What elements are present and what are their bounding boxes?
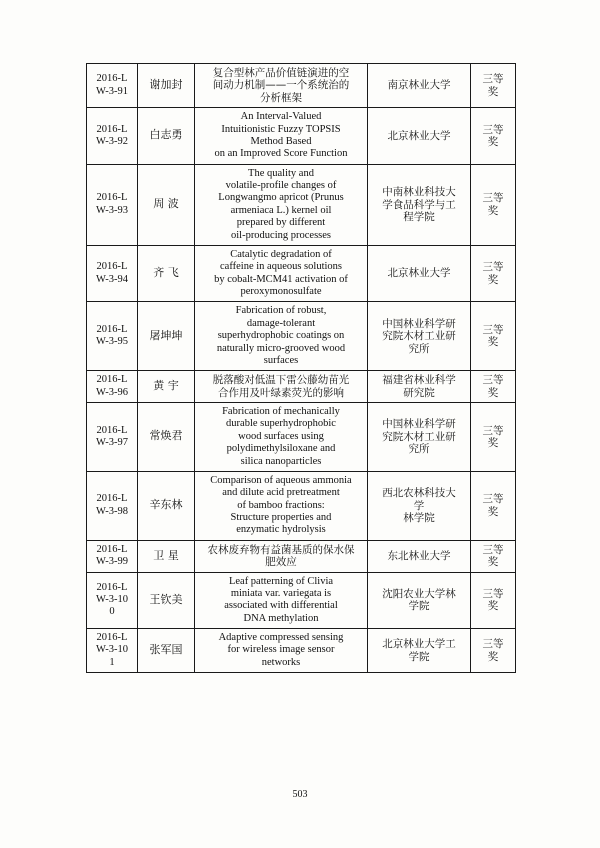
cell-level (471, 371, 516, 403)
cell-title-line: naturally micro-grooved wood (216, 342, 346, 354)
cell-organization (368, 540, 471, 572)
cell-organization-line: 北京林业大学 (387, 267, 451, 280)
cell-code-line: 2016-L (96, 493, 128, 505)
cell-level (471, 471, 516, 540)
cell-name: 谢加封 (138, 64, 195, 108)
cell-title-line: Intuitionistic Fuzzy TOPSIS (221, 123, 341, 135)
cell-title-line: durable superhydrophobic (226, 418, 336, 430)
cell-title-line: volatile-profile changes of (225, 180, 337, 191)
cell-title-line: 合作用及叶绿素荧光的影响 (218, 386, 344, 399)
cell-organization (368, 471, 471, 540)
cell-organization-line: 学食品科学与工 (382, 198, 456, 211)
cell-code-line: 2016-L (96, 424, 128, 436)
cell-level (471, 64, 516, 108)
cell-level-line: 三等 (482, 323, 504, 336)
cell-title (195, 572, 368, 629)
cell-title-line: The quality and (248, 167, 314, 179)
cell-title-line: for wireless image sensor (227, 644, 335, 656)
cell-title (195, 302, 368, 371)
cell-title (195, 371, 368, 403)
cell-level-line: 三等 (482, 374, 504, 387)
cell-organization-line: 中南林业科技大 (382, 186, 456, 199)
cell-level-line: 奖 (487, 204, 499, 217)
cell-name: 辛东林 (138, 471, 195, 540)
cell-level (471, 540, 516, 572)
cell-name: 卫 星 (138, 540, 195, 572)
table-row (87, 371, 516, 403)
cell-organization-line: 福建省林业科学 (382, 374, 456, 387)
cell-level-line: 三等 (482, 261, 504, 274)
cell-code-line: 2016-L (96, 261, 128, 273)
cell-title-line: miniata var. variegata is (230, 587, 332, 599)
cell-level (471, 108, 516, 165)
cell-title (195, 64, 368, 108)
cell-organization (368, 302, 471, 371)
cell-level-line: 奖 (487, 85, 499, 98)
cell-title-line: 复合型林产品价值链演进的空 (212, 67, 350, 79)
awards-table (86, 63, 516, 673)
cell-title-line: of bamboo fractions: (237, 499, 325, 511)
cell-code-line: W-3-94 (95, 273, 129, 285)
cell-name: 黄 宇 (138, 371, 195, 403)
cell-title-line: networks (261, 656, 301, 668)
cell-name: 白志勇 (138, 108, 195, 165)
cell-level (471, 302, 516, 371)
cell-organization (368, 371, 471, 403)
cell-level-line: 三等 (482, 587, 504, 600)
cell-code-line: 2016-L (96, 323, 128, 335)
table-row (87, 245, 516, 302)
cell-organization-line: 西北农林科技大 (382, 487, 456, 500)
cell-name: 屠坤坤 (138, 302, 195, 371)
cell-code (87, 164, 138, 245)
cell-name: 常焕君 (138, 403, 195, 472)
cell-code-line: W-3-96 (95, 386, 129, 398)
awards-table-container (86, 63, 514, 673)
cell-title-line: armeniaca L.) kernel oil (230, 204, 332, 216)
cell-title-line: Fabrication of robust, (235, 305, 327, 317)
cell-organization-line: 究院木材工业研 (382, 330, 456, 343)
cell-code-line: W-3-95 (95, 336, 129, 348)
cell-organization-line: 程学院 (403, 210, 435, 223)
awards-table-body (87, 64, 516, 673)
cell-code-line: 0 (109, 606, 115, 618)
cell-code-line: W-3-10 (95, 594, 129, 606)
cell-title-line: polydimethylsiloxane and (226, 443, 336, 455)
cell-title-line: surfaces (263, 354, 299, 366)
cell-level-line: 三等 (482, 192, 504, 205)
cell-level-line: 三等 (482, 493, 504, 506)
table-row (87, 471, 516, 540)
cell-title-line: caffeine in aqueous solutions (220, 261, 342, 273)
cell-title-line: 脱落酸对低温下雷公藤幼苗光 (212, 374, 350, 387)
cell-title-line: Fabrication of mechanically (222, 406, 340, 417)
cell-title-line: oil-producing processes (230, 229, 332, 241)
cell-title-line: peroxymonosulfate (240, 286, 322, 297)
cell-title (195, 540, 368, 572)
cell-title (195, 108, 368, 165)
cell-title-line: 肥效应 (265, 556, 297, 569)
cell-level-line: 三等 (482, 123, 504, 136)
cell-title-line: superhydrophobic coatings on (217, 330, 345, 342)
cell-code-line: 2016-L (96, 632, 128, 643)
cell-organization-line: 究所 (408, 342, 430, 355)
cell-title-line: damage-tolerant (246, 317, 316, 329)
table-row (87, 64, 516, 108)
cell-organization-line: 学院 (408, 650, 430, 663)
cell-title-line: 分析框架 (260, 91, 302, 104)
page-number: 503 (292, 789, 308, 800)
cell-title-line: and dilute acid pretreatment (222, 487, 340, 499)
cell-code (87, 371, 138, 403)
cell-level-line: 三等 (482, 543, 504, 556)
cell-organization (368, 64, 471, 108)
cell-code-line: 2016-L (96, 543, 128, 555)
cell-title-line: 间动力机制——一个系统治的 (212, 79, 350, 92)
cell-level-line: 奖 (487, 336, 499, 349)
cell-title-line: silica nanoparticles (240, 455, 322, 467)
cell-code-line: 2016-L (96, 374, 128, 386)
cell-code-line: W-3-93 (95, 204, 129, 216)
table-row (87, 108, 516, 165)
cell-level-line: 奖 (487, 436, 499, 449)
cell-name: 周 波 (138, 164, 195, 245)
cell-level-line: 奖 (487, 556, 499, 569)
cell-organization (368, 108, 471, 165)
cell-organization-line: 沈阳农业大学林 (382, 587, 456, 600)
table-row (87, 164, 516, 245)
cell-level-line: 三等 (482, 424, 504, 437)
cell-code-line: 2016-L (96, 123, 128, 135)
cell-organization-line: 北京林业大学 (387, 129, 451, 142)
cell-title-line: Adaptive compressed sensing (218, 632, 344, 643)
cell-title-line: 农林废弃物有益菌基质的保水保 (207, 543, 355, 556)
cell-title (195, 471, 368, 540)
cell-code (87, 403, 138, 472)
cell-code-line: W-3-98 (95, 505, 129, 517)
cell-level-line: 三等 (482, 73, 504, 86)
cell-code (87, 572, 138, 629)
cell-title-line: An Interval-Valued (240, 111, 322, 123)
cell-level-line: 奖 (487, 600, 499, 613)
cell-organization-line: 究院木材工业研 (382, 430, 456, 443)
cell-level (471, 629, 516, 673)
cell-organization (368, 245, 471, 302)
cell-title-line: DNA methylation (243, 612, 319, 624)
cell-code (87, 471, 138, 540)
cell-title-line: Catalytic degradation of (230, 248, 332, 260)
cell-level-line: 奖 (487, 505, 499, 518)
cell-level (471, 245, 516, 302)
cell-level (471, 164, 516, 245)
cell-code (87, 108, 138, 165)
cell-level-line: 奖 (487, 273, 499, 286)
cell-organization-line: 中国林业科学研 (382, 418, 456, 431)
cell-organization-line: 学院 (408, 600, 430, 613)
cell-code-line: 1 (109, 656, 115, 668)
cell-code (87, 302, 138, 371)
cell-code-line: W-3-99 (95, 556, 129, 568)
cell-level-line: 奖 (487, 650, 499, 663)
cell-title-line: Method Based (250, 135, 312, 147)
cell-title (195, 403, 368, 472)
cell-title-line: prepared by different (236, 217, 326, 229)
cell-code-line: W-3-92 (95, 135, 129, 147)
table-row (87, 403, 516, 472)
cell-code (87, 245, 138, 302)
cell-title-line: Comparison of aqueous ammonia (210, 474, 352, 486)
cell-organization-line: 中国林业科学研 (382, 317, 456, 330)
cell-organization (368, 572, 471, 629)
cell-name: 王钦美 (138, 572, 195, 629)
table-row (87, 540, 516, 572)
cell-organization (368, 164, 471, 245)
cell-level (471, 572, 516, 629)
cell-title-line: Leaf patterning of Clivia (228, 575, 334, 587)
cell-code-line: W-3-10 (95, 644, 129, 656)
cell-code-line: W-3-91 (95, 85, 129, 97)
cell-organization-line: 林学院 (403, 512, 435, 524)
cell-code (87, 64, 138, 108)
cell-organization-line: 东北林业大学 (387, 549, 451, 562)
cell-organization-line: 学 (413, 499, 425, 512)
cell-code-line: 2016-L (96, 192, 128, 204)
cell-title (195, 245, 368, 302)
cell-code-line: 2016-L (96, 73, 128, 85)
cell-name: 齐 飞 (138, 245, 195, 302)
table-row (87, 572, 516, 629)
cell-code-line: 2016-L (96, 581, 128, 593)
cell-title-line: wood surfaces using (238, 430, 324, 442)
cell-level-line: 奖 (487, 386, 499, 399)
cell-title-line: on an Improved Score Function (214, 148, 348, 160)
cell-level-line: 三等 (482, 638, 504, 651)
cell-organization (368, 629, 471, 673)
cell-organization-line: 南京林业大学 (387, 79, 451, 92)
cell-title (195, 629, 368, 673)
cell-level-line: 奖 (487, 135, 499, 148)
cell-organization-line: 究所 (408, 443, 430, 456)
cell-organization-line: 北京林业大学工 (382, 638, 456, 651)
cell-level (471, 403, 516, 472)
cell-code (87, 540, 138, 572)
cell-organization-line: 研究院 (403, 386, 435, 399)
cell-name: 张军国 (138, 629, 195, 673)
cell-title-line: Structure properties and (230, 512, 332, 523)
table-row (87, 629, 516, 673)
table-row (87, 302, 516, 371)
cell-title-line: associated with differential (224, 600, 338, 612)
cell-code-line: W-3-97 (95, 436, 129, 448)
cell-title-line: by cobalt-MCM41 activation of (214, 273, 348, 285)
cell-title (195, 164, 368, 245)
cell-organization (368, 403, 471, 472)
cell-code (87, 629, 138, 673)
cell-title-line: Longwangmo apricot (Prunus (218, 192, 344, 204)
cell-title-line: enzymatic hydrolysis (236, 524, 326, 536)
